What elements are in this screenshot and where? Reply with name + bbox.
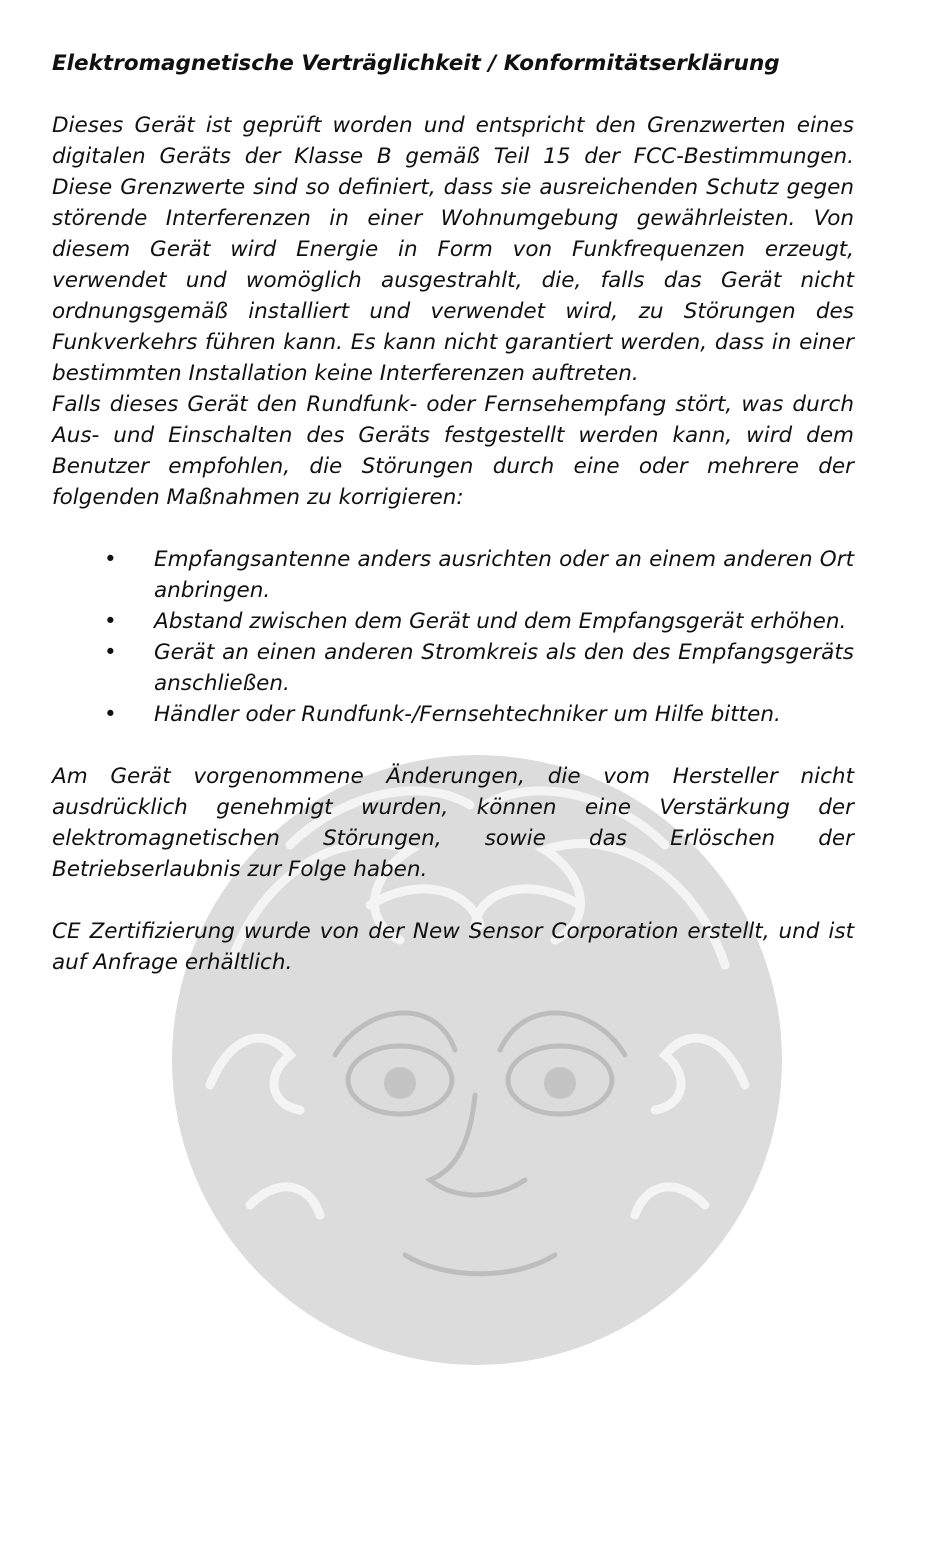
list-item [104, 606, 854, 637]
list-item [104, 544, 854, 606]
spacer [52, 513, 854, 544]
list-item-text: Abstand zwischen dem Gerät und dem Empfangsgerät erhöhen. [154, 609, 847, 634]
document-body [52, 48, 854, 978]
bullet-icon: • [104, 640, 117, 665]
list-item [104, 699, 854, 730]
paragraph-modifications-warning: Am Gerät vorgenommene Änderungen, die vom Hersteller nicht ausdrücklich genehmigt wurden, können eine Verstärkung der elektromagnetischen Störungen, sowie das Erlöschen der Betriebserlaubnis zur Folge haben. [52, 764, 854, 882]
bullet-icon: • [104, 702, 117, 727]
spacer [52, 730, 854, 761]
document-title: Elektromagnetische Verträglichkeit / Konformitätserklärung [52, 51, 780, 76]
paragraph-fcc-compliance: Dieses Gerät ist geprüft worden und entspricht den Grenzwerten eines digitalen Geräts der Klasse B gemäß Teil 15 der FCC-Bestimmungen. Diese Grenzwerte sind so definiert, dass sie ausreichenden Schutz gegen störende Interferenzen in einer Wohnumgebung gewährleisten. Von diesem Gerät wird Energie in Form von Funkfrequenzen erzeugt, verwendet und womöglich ausgestrahlt, die, falls das Gerät nicht ordnungsgemäß installiert und verwendet wird, zu Störungen des Funkverkehrs führen kann. Es kann nicht garantiert werden, dass in einer bestimmten Installation keine Interferenzen auftreten. [52, 113, 854, 386]
remedy-list [52, 544, 854, 730]
bullet-icon: • [104, 609, 117, 634]
spacer [52, 885, 854, 916]
paragraph-interference-remedies: Falls dieses Gerät den Rundfunk- oder Fernsehempfang stört, was durch Aus- und Einschalten des Geräts festgestellt werden kann, wird dem Benutzer empfohlen, die Störungen durch eine oder mehrere der folgenden Maßnahmen zu korrigieren: [52, 392, 854, 510]
bullet-icon: • [104, 547, 117, 572]
paragraph-ce-certification: CE Zertifizierung wurde von der New Sensor Corporation erstellt, und ist auf Anfrage erhältlich. [52, 919, 854, 975]
list-item-text: Gerät an einen anderen Stromkreis als den des Empfangsgeräts anschließen. [154, 640, 854, 696]
list-item [104, 637, 854, 699]
list-item-text: Empfangsantenne anders ausrichten oder an einem anderen Ort anbringen. [154, 547, 854, 603]
list-item-text: Händler oder Rundfunk-/Fernsehtechniker um Hilfe bitten. [154, 702, 781, 727]
